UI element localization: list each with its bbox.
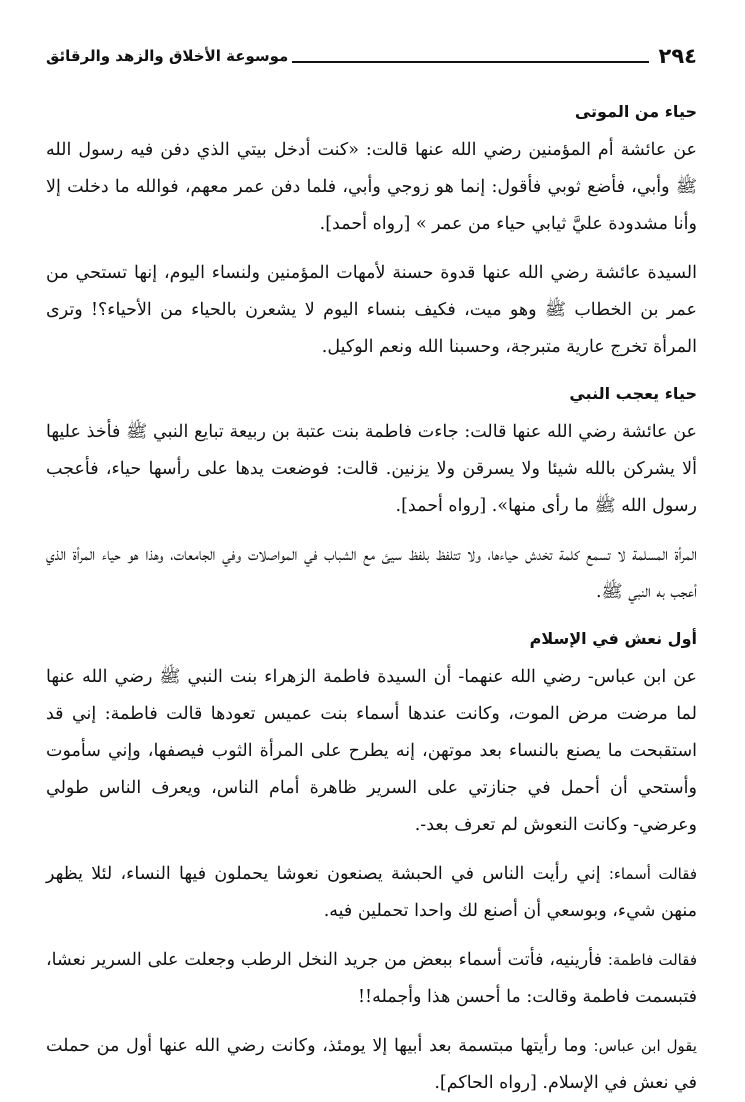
speaker-label: فقالت فاطمة: [607,951,697,969]
paragraph-text: وما رأيتها مبتسمة بعد أبيها إلا يومئذ، وكانت رضي الله عنها أول من حملت في نعش في الإسلام. [رواه الحاكم]. [46,1036,697,1093]
paragraph: عن عائشة رضي الله عنها قالت: جاءت فاطمة بنت عتبة بن ربيعة تبايع النبي ﷺ فأخذ عليها ألا يشركن بالله شيئا ولا يسرقن ولا يزنين. قالت: فوضعت يدها على رأسها حياء، فأعجب رسول الله ﷺ ما رأى منها». [رواه أحمد]. [46,422,697,516]
paragraph: عن عائشة أم المؤمنين رضي الله عنها قالت: «كنت أدخل بيتي الذي دفن فيه رسول الله ﷺ وأبي، فأضع ثوبي فأقول: إنما هو زوجي وأبي، فلما دفن عمر معهم، فوالله ما دخلت إلا وأنا مشدودة عليَّ ثيابي حياء من عمر » [رواه أحمد]. [46,140,697,234]
page-number: ٢٩٤ [658,44,697,68]
book-title: موسوعة الأخلاق والزهد والرقائق [46,47,289,65]
speaker-label: يقول ابن عباس: [593,1037,697,1055]
section-modesty-pleases-prophet [46,386,697,611]
paragraph [46,942,697,1016]
paragraph [46,1028,697,1102]
section-heading: أول نعش في الإسلام [529,629,697,648]
page-header [46,38,697,74]
paragraph: عن ابن عباس- رضي الله عنهما- أن السيدة فاطمة الزهراء بنت النبي ﷺ رضي الله عنها لما مرضت مرض الموت، وكانت عندها أسماء بنت عميس تعودها قالت فاطمة: إني قد استقبحت ما يصنع بالنساء بعد موتهن، إنه يطرح على المرأة الثوب فيصفها، وإني سأموت وأستحي أن أحمل في جنازتي على السرير ظاهرة أمام الناس، ويعرف الناس طولي وعرضي- وكانت النعوش لم تعرف بعد-. [46,667,697,835]
header-rule [292,61,648,63]
paragraph: السيدة عائشة رضي الله عنها قدوة حسنة لأمهات المؤمنين ولنساء اليوم، إنها تستحي من عمر بن الخطاب ﷺ وهو ميت، فكيف بنساء اليوم لا يشعرن بالحياء من الأحياء؟! وترى المرأة تخرج عارية متبرجة، وحسبنا الله ونعم الوكيل. [46,263,697,357]
paragraph: المرأة المسلمة لا تسمع كلمة تخدش حياءها، ولا تتلفظ بلفظ سيئ مع الشباب في المواصلات وفي الجامعات، وهذا هو حياء المرأة الذي أعجب به النبي ﷺ. [46,545,697,602]
paragraph-text: فأرينيه، فأتت أسماء ببعض من جريد النخل الرطب وجعلت على السرير نعشا، فتبسمت فاطمة وقالت: ما أحسن هذا وأجمله!! [46,950,697,1007]
section-heading: حياء من الموتى [574,102,697,121]
paragraph-text: إني رأيت الناس في الحبشة يصنعون نعوشا يحملون فيها النساء، لئلا يظهر منهن شيء، وبوسعي أن أصنع لك واحدا تحملين فيه. [46,864,697,921]
paragraph [46,856,697,930]
section-modesty-dead [46,104,697,366]
section-heading: حياء يعجب النبي [569,384,697,403]
section-first-coffin [46,631,697,1102]
speaker-label: فقالت أسماء: [608,865,697,883]
